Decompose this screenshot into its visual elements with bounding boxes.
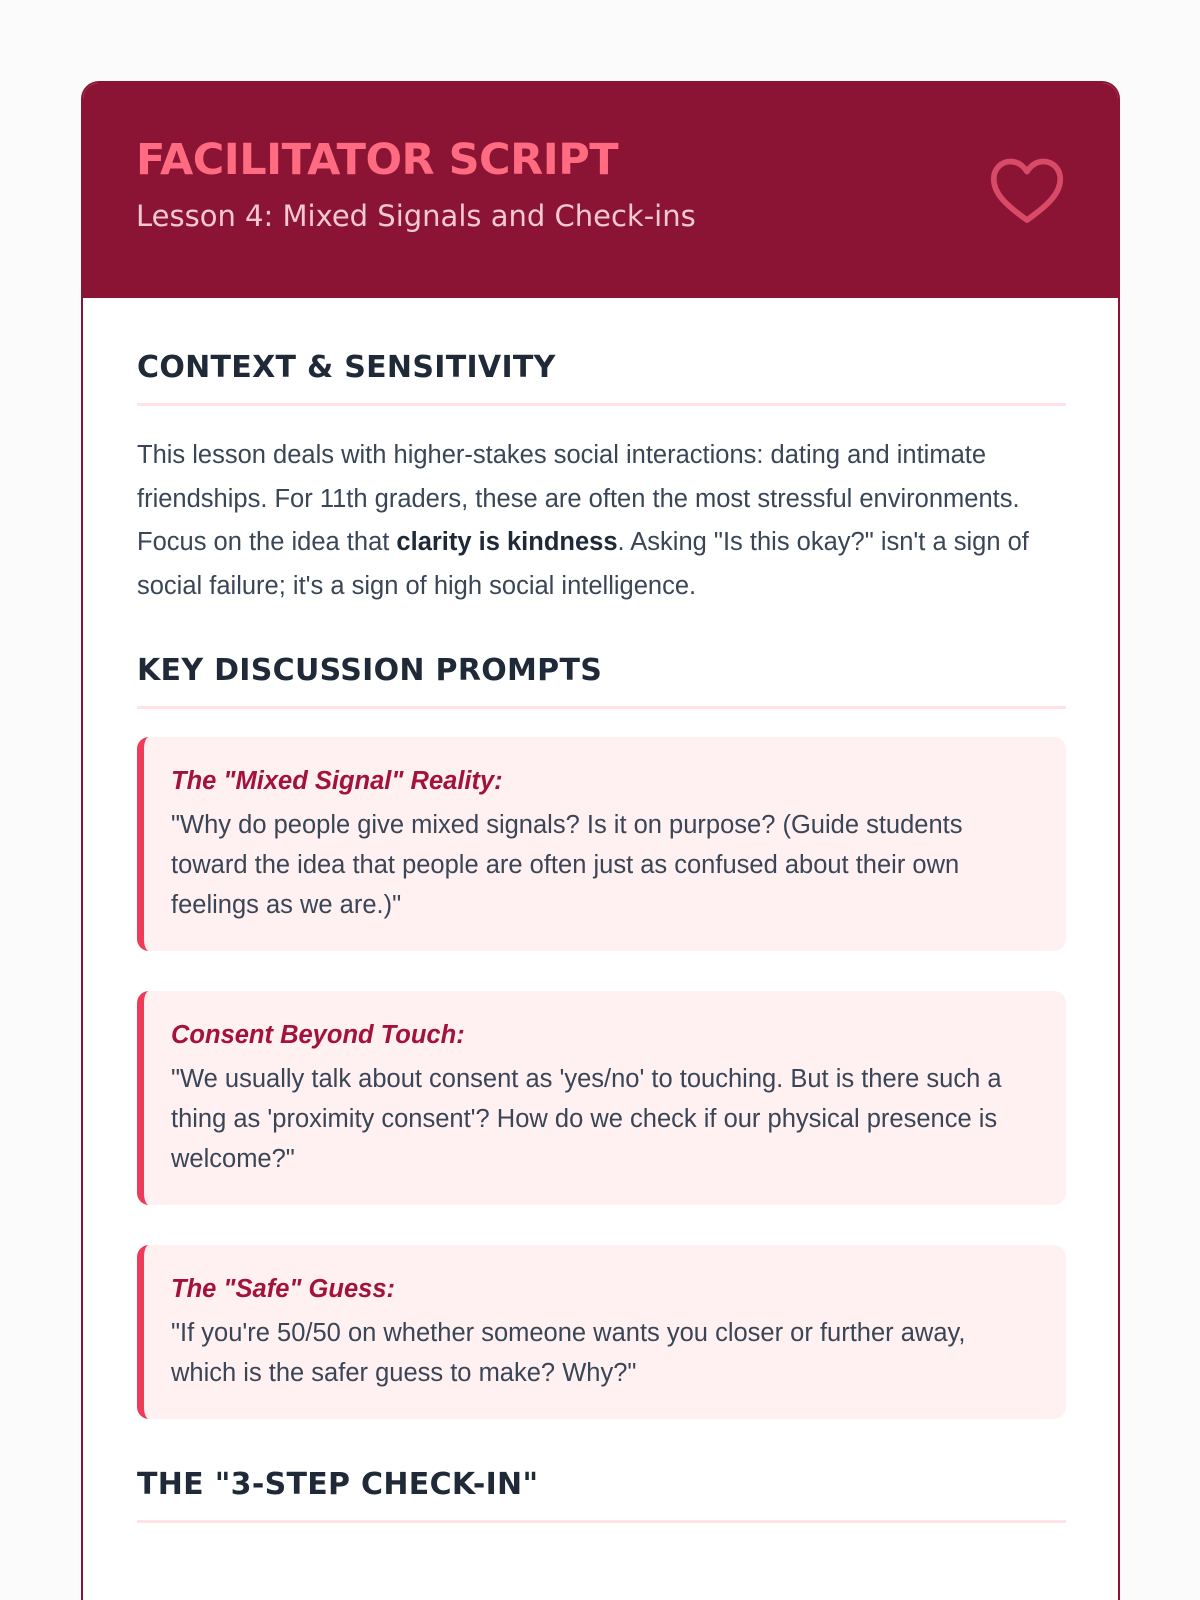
prompt-title: The "Mixed Signal" Reality:	[171, 767, 503, 795]
prompt-text: "If you're 50/50 on whether someone wants you closer or further away, which is the safer guess to make? Why?"	[171, 1319, 966, 1387]
prompt-card	[137, 991, 1066, 1205]
prompt-text: "Why do people give mixed signals? Is it on purpose? (Guide students toward the idea that people are often just as confused about their own feelings as we are.)"	[171, 811, 963, 919]
context-paragraph	[137, 434, 1066, 608]
lesson-subtitle: Lesson 4: Mixed Signals and Check-ins	[136, 199, 696, 233]
context-emphasis: clarity is kindness	[396, 528, 618, 556]
prompt-card	[137, 737, 1066, 951]
checkin-heading: THE "3-STEP CHECK-IN"	[137, 1467, 1066, 1523]
prompt-title: Consent Beyond Touch:	[171, 1021, 465, 1049]
context-heading: CONTEXT & SENSITIVITY	[137, 350, 1066, 406]
context-text-before: This lesson deals with higher-stakes social interactions: dating and intimate friendships. For 11th graders, these are often the most stressful environments. Focus on the idea that	[137, 441, 1020, 556]
prompts-heading: KEY DISCUSSION PROMPTS	[137, 653, 1066, 709]
heart-icon	[989, 155, 1065, 225]
card-header	[83, 83, 1118, 298]
context-text-after: . Asking "Is this okay?" isn't a sign of social failure; it's a sign of high social intelligence.	[137, 528, 1029, 600]
facilitator-script-card	[81, 81, 1120, 1600]
prompt-card	[137, 1245, 1066, 1419]
card-body	[137, 298, 1066, 1523]
prompt-title: The "Safe" Guess:	[171, 1275, 395, 1303]
page-title: FACILITATOR SCRIPT	[136, 135, 619, 185]
prompt-text: "We usually talk about consent as 'yes/no' to touching. But is there such a thing as 'proximity consent'? How do we check if our physical presence is welcome?"	[171, 1065, 1002, 1173]
